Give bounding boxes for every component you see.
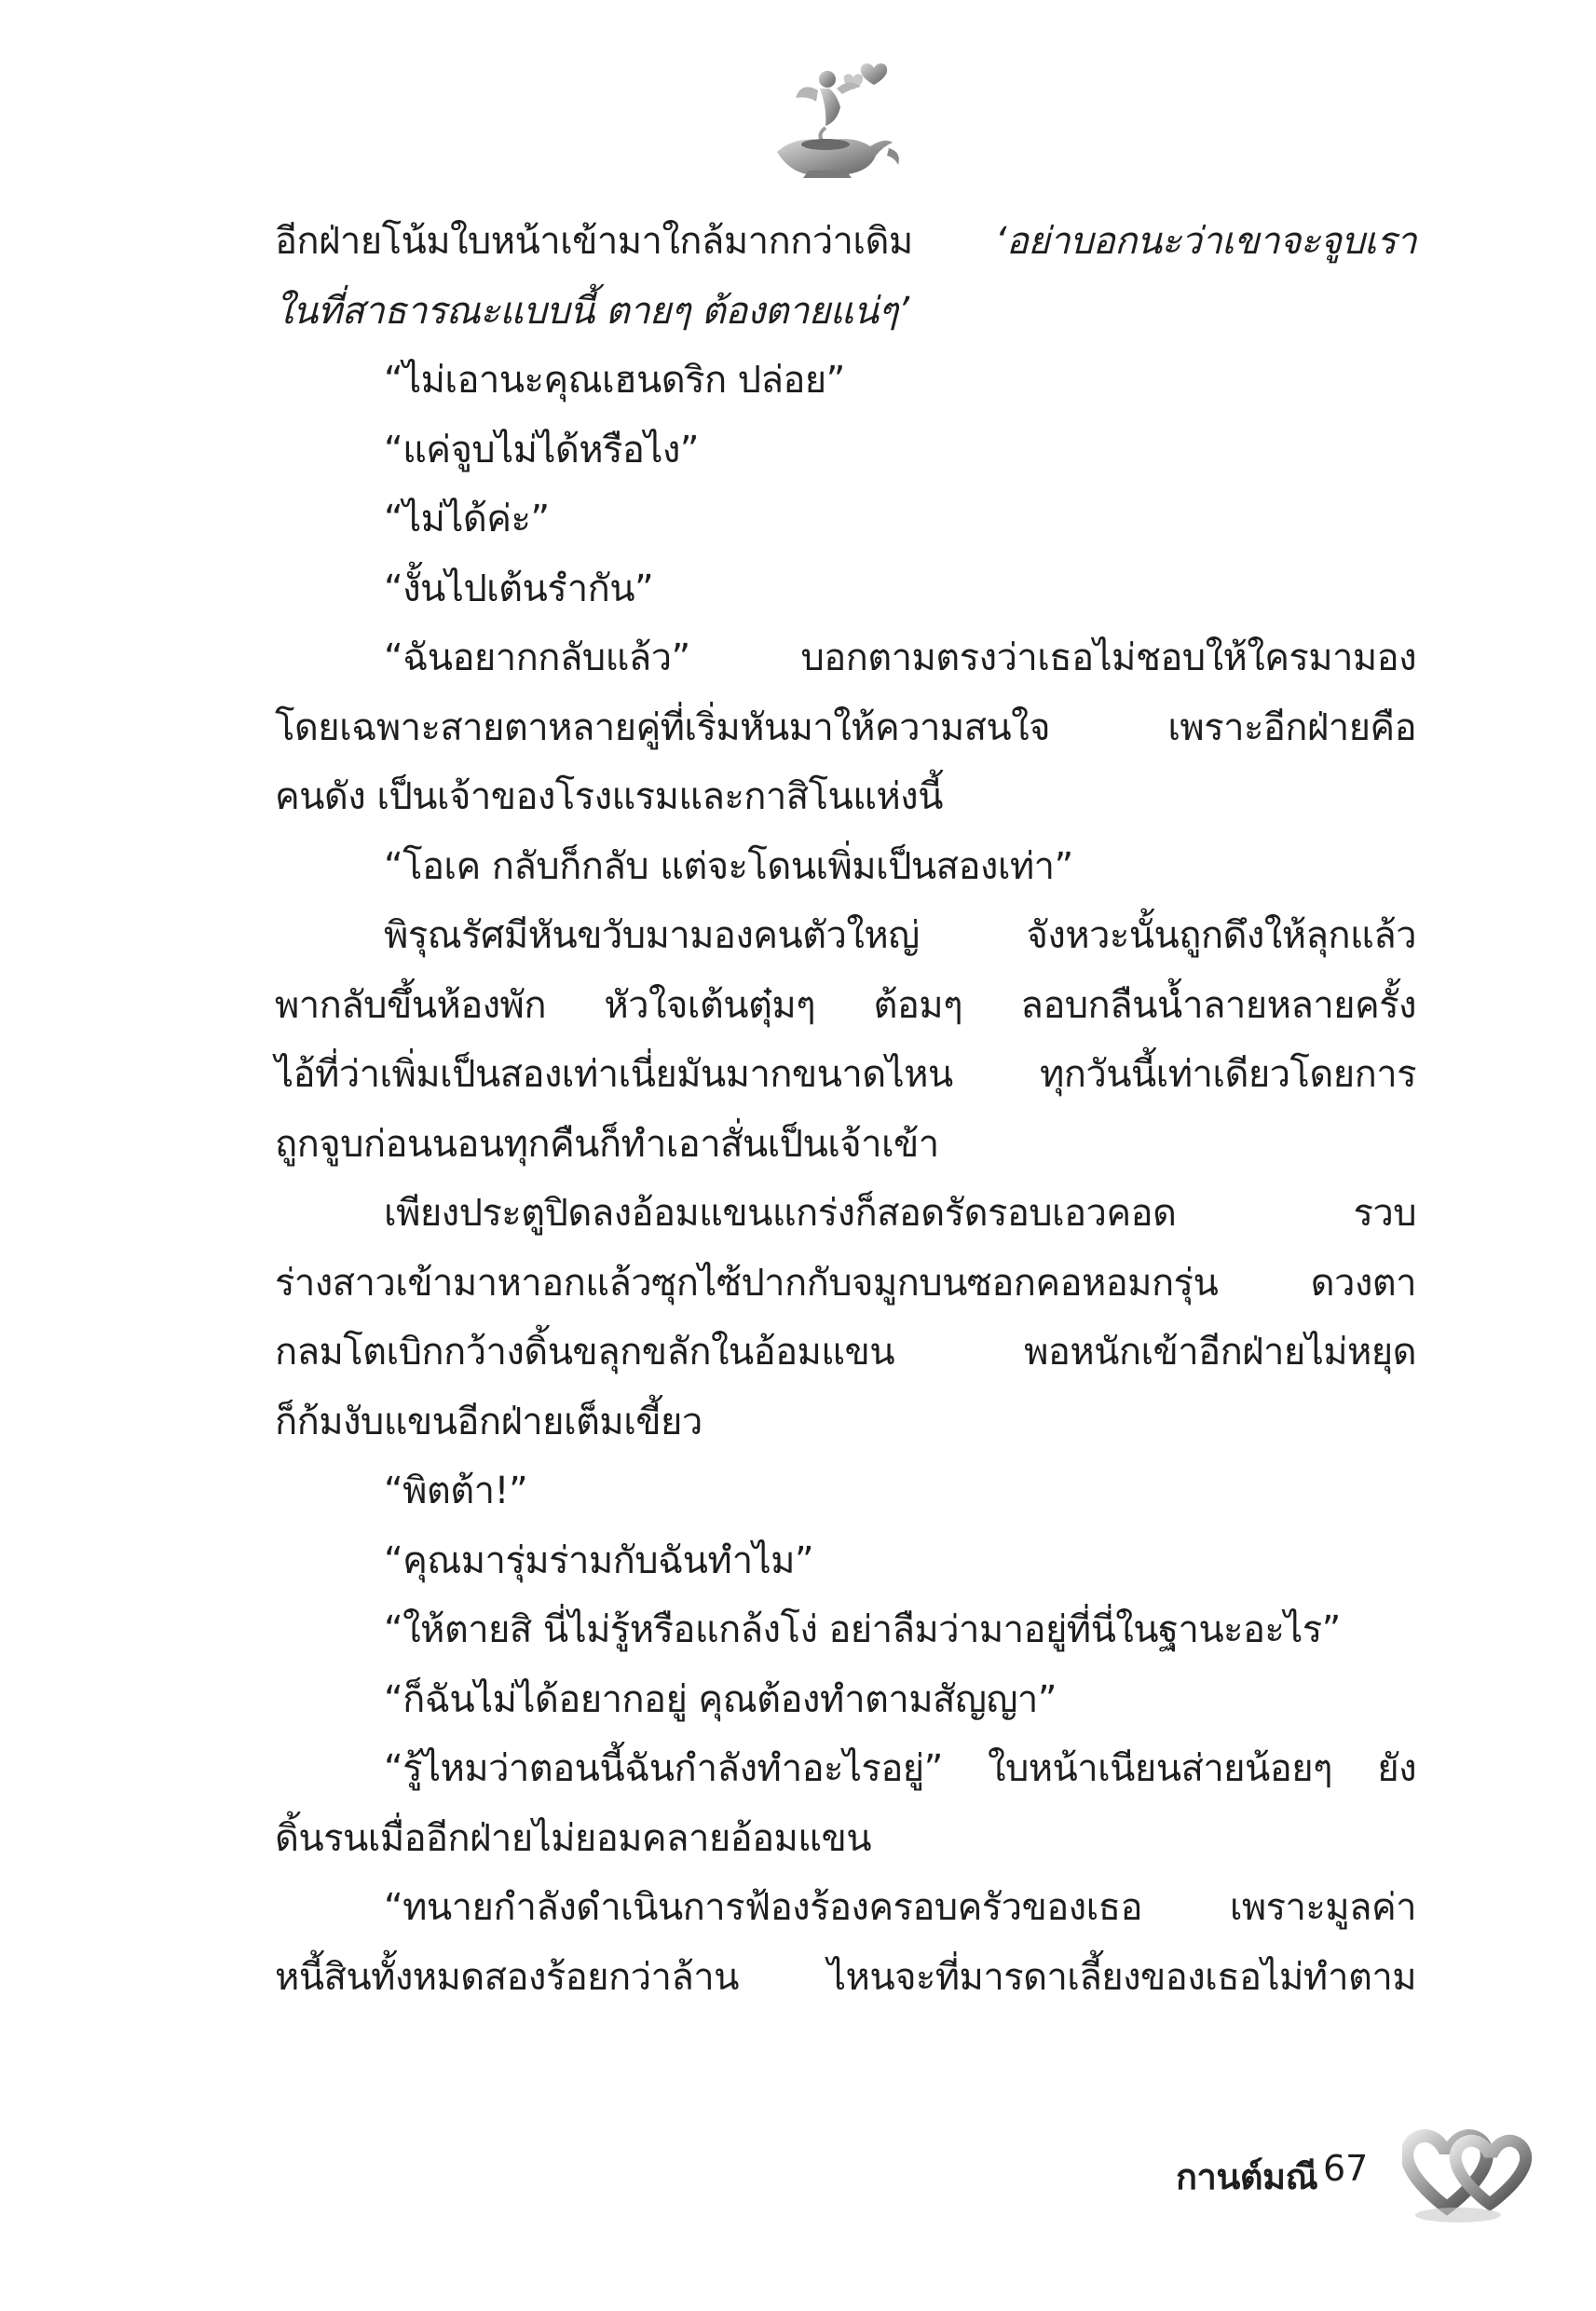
paragraph-line: “รู้ไหมว่าตอนนี้ฉันกำลังทำอะไรอยู่” ใบหน้าเนียนส่ายน้อยๆ ยัง: [384, 1747, 1416, 1790]
genie-lamp-icon: [764, 51, 904, 182]
dialogue-line: “ไม่เอานะคุณเฮนดริก ปล่อย”: [384, 359, 845, 402]
paragraph-line: คนดัง เป็นเจ้าของโรงแรมและกาสิโนแห่งนี้: [275, 775, 943, 818]
dialogue-line: “งั้นไปเต้นรำกัน”: [384, 567, 654, 610]
paragraph-line: พิรุณรัศมีหันขวับมามองคนตัวใหญ่ จังหวะนั้นถูกดึงให้ลุกแล้ว: [384, 914, 1416, 957]
paragraph-line: พากลับขึ้นห้องพัก หัวใจเต้นตุ๋มๆ ต้อมๆ ลอบกลืนน้ำลายหลายครั้ง: [275, 983, 1416, 1027]
paragraph-line: กลมโตเบิกกว้างดิ้นขลุกขลักในอ้อมแขน พอหนักเข้าอีกฝ่ายไม่หยุด: [275, 1331, 1416, 1374]
paragraph-line: ร่างสาวเข้ามาหาอกแล้วซุกไซ้ปากกับจมูกบนซอกคอหอมกรุ่น ดวงตา: [275, 1261, 1416, 1305]
paragraph-line: โดยเฉพาะสายตาหลายคู่ที่เริ่มหันมาให้ความสนใจ เพราะอีกฝ่ายคือ: [275, 705, 1416, 749]
paragraph-line: เพียงประตูปิดลงอ้อมแขนแกร่งก็สอดรัดรอบเอวคอด รวบ: [384, 1192, 1416, 1235]
paragraph-line: ก็ก้มงับแขนอีกฝ่ายเต็มเขี้ยว: [275, 1400, 703, 1443]
body-text: [275, 207, 1416, 2012]
paragraph-line: หนี้สินทั้งหมดสองร้อยกว่าล้าน ไหนจะที่มารดาเลี้ยงของเธอไม่ทำตาม: [275, 1955, 1416, 1999]
book-title: กานต์มณี: [1176, 2156, 1318, 2197]
paragraph-line: ไอ้ที่ว่าเพิ่มเป็นสองเท่าเนี่ยมันมากขนาดไหน ทุกวันนี้เท่าเดียวโดยการ: [275, 1053, 1416, 1096]
paragraph-line: ในที่สาธารณะแบบนี้ ตายๆ ต้องตายแน่ๆ’: [275, 289, 909, 333]
paragraph-line: “ฉันอยากกลับแล้ว” บอกตามตรงว่าเธอไม่ชอบให้ใครมามอง: [384, 636, 1416, 679]
dialogue-line: “คุณมารุ่มร่ามกับฉันทำไม”: [384, 1538, 814, 1582]
paragraph-line: อีกฝ่ายโน้มใบหน้าเข้ามาใกล้มากกว่าเดิม ‘อย่าบอกนะว่าเขาจะจูบเรา: [275, 220, 1416, 263]
dialogue-line: “ให้ตายสิ นี่ไม่รู้หรือแกล้งโง่ อย่าลืมว่ามาอยู่ที่นี่ในฐานะอะไร”: [384, 1608, 1341, 1651]
paragraph-line: ถูกจูบก่อนนอนทุกคืนก็ทำเอาสั่นเป็นเจ้าเข้า: [275, 1122, 939, 1166]
dialogue-line: “ไม่ได้ค่ะ”: [384, 498, 550, 540]
paragraph-line: ดิ้นรนเมื่ออีกฝ่ายไม่ยอมคลายอ้อมแขน: [275, 1816, 871, 1860]
dialogue-line: “แค่จูบไม่ได้หรือไง”: [384, 428, 699, 472]
page-number: 67: [1323, 2148, 1369, 2189]
dialogue-line: “พิตต้า!”: [384, 1470, 528, 1512]
interlocked-hearts-icon: [1402, 2111, 1533, 2232]
dialogue-line: “โอเค กลับก็กลับ แต่จะโดนเพิ่มเป็นสองเท่า”: [384, 844, 1073, 888]
paragraph-line: “ทนายกำลังดำเนินการฟ้องร้องครอบครัวของเธอ เพราะมูลค่า: [384, 1886, 1416, 1929]
dialogue-line: “ก็ฉันไม่ได้อยากอยู่ คุณต้องทำตามสัญญา”: [384, 1677, 1057, 1721]
